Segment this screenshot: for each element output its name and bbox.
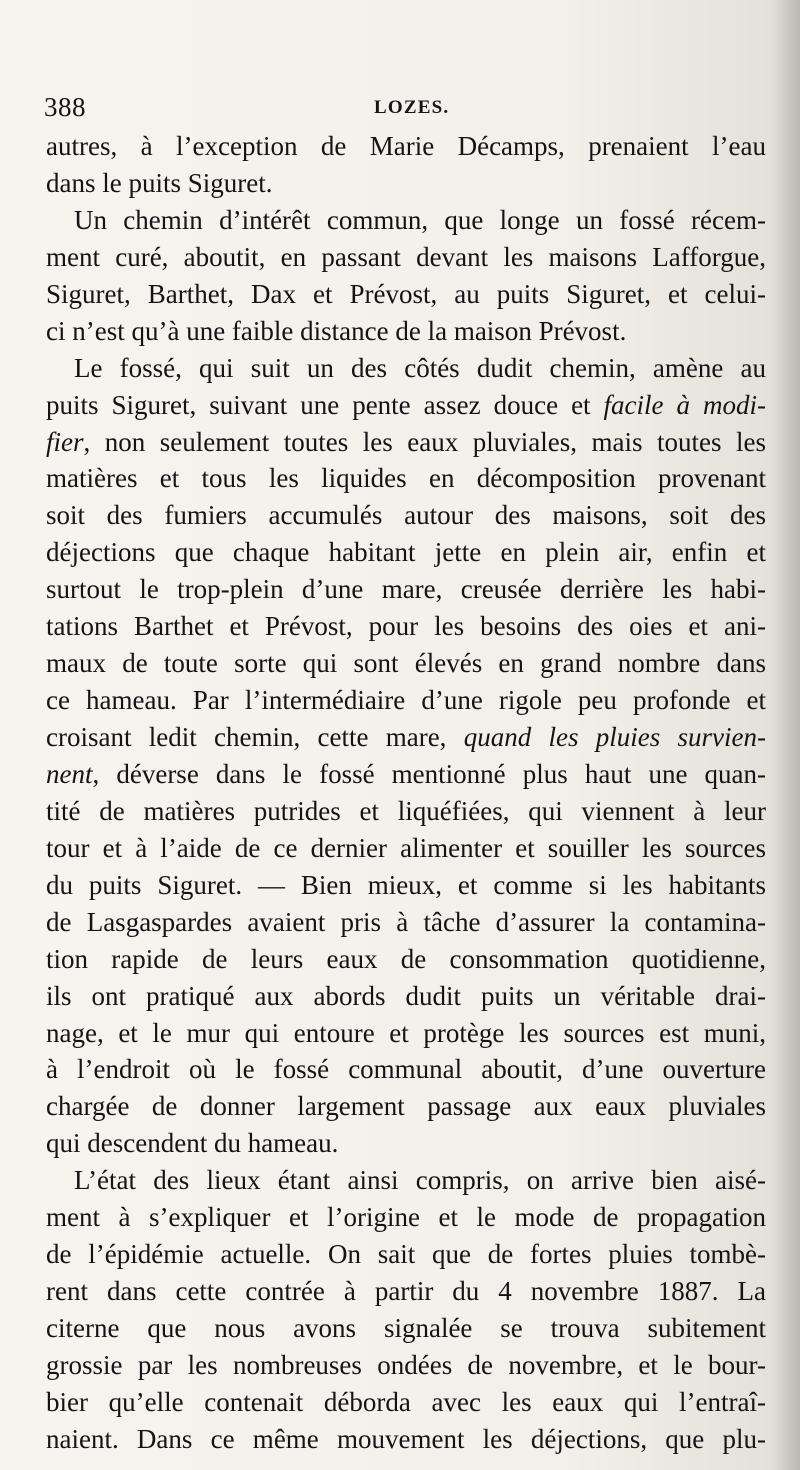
page-number: 388	[44, 92, 86, 122]
running-head: LOZES.	[374, 97, 450, 118]
text-line: citerne que nous avons signalée se trouva subitement	[46, 1313, 766, 1343]
italic-run: nent	[46, 758, 93, 789]
text-line: naient. Dans ce même mouvement les déjections, que plu-	[46, 1423, 766, 1454]
text-line: maux de toute sorte qui sont élevés en grand nombre dans	[46, 648, 766, 679]
text-line: autres, à l’exception de Marie Décamps, prenaient l’eau	[46, 131, 766, 161]
text-line: tité de matières putrides et liquéfiées, qui viennent à leur	[46, 795, 766, 826]
text-run: puits Siguret, suivant une pente assez douce et	[46, 389, 604, 420]
text-line: bier qu’elle contenait déborda avec les eaux qui l’entraî-	[46, 1386, 766, 1417]
text-line: L’état des lieux étant ainsi compris, on arrive bien aisé-	[74, 1165, 766, 1196]
text-line	[46, 387, 766, 424]
text-line: tations Barthet et Prévost, pour les besoins des oies et ani-	[46, 611, 766, 642]
text-line: surtout le trop-plein d’une mare, creusée derrière les habi-	[46, 574, 766, 605]
text-line: rent dans cette contrée à partir du 4 novembre 1887. La	[46, 1276, 766, 1307]
text-line: déjections que chaque habitant jette en plein air, enfin et	[46, 537, 766, 568]
text-line: du puits Siguret. — Bien mieux, et comme si les habitants	[46, 869, 766, 900]
text-line: grossie par les nombreuses ondées de novembre, et le bour-	[46, 1349, 766, 1380]
text-line	[46, 756, 766, 793]
text-line: à l’endroit où le fossé communal aboutit, d’une ouverture	[46, 1054, 766, 1085]
body-text	[46, 128, 766, 1458]
text-line: de Lasgaspardes avaient pris à tâche d’assurer la contamina-	[46, 906, 766, 937]
italic-run: fier	[46, 426, 84, 457]
text-line: ci n’est qu’à une faible distance de la maison Prévost.	[46, 315, 627, 346]
text-line: tion rapide de leurs eaux de consommation quotidienne,	[46, 943, 766, 974]
text-run: , déverse dans le fossé mentionné plus haut une quan-	[92, 758, 766, 789]
text-line: soit des fumiers accumulés autour des maisons, soit des	[46, 500, 766, 531]
text-line: ment curé, aboutit, en passant devant les maisons Lafforgue,	[46, 241, 766, 272]
text-line: matières et tous les liquides en décomposition provenant	[46, 463, 766, 494]
text-line: ce hameau. Par l’intermédiaire d’une rigole peu profonde et	[46, 685, 766, 716]
italic-run: facile à modi-	[603, 389, 766, 420]
text-line: qui descendent du hameau.	[46, 1128, 339, 1159]
italic-run: quand les pluies survien-	[463, 722, 767, 752]
text-line: chargée de donner largement passage aux eaux pluviales	[46, 1091, 766, 1122]
text-line: ils ont pratiqué aux abords dudit puits un véritable drai-	[46, 980, 766, 1011]
text-line: dans le puits Siguret.	[46, 167, 273, 198]
text-line: nage, et le mur qui entoure et protège les sources est muni,	[46, 1017, 766, 1048]
page-edge-shadow	[774, 0, 800, 1470]
text-line: Siguret, Barthet, Dax et Prévost, au puits Siguret, et celui-	[46, 278, 766, 309]
text-line: ment à s’expliquer et l’origine et le mode de propagation	[46, 1202, 766, 1233]
text-run: croisant ledit chemin, cette mare,	[46, 722, 464, 752]
text-line: Le fossé, qui suit un des côtés dudit chemin, amène au	[74, 352, 766, 383]
text-line: tour et à l’aide de ce dernier alimenter et souiller les sources	[46, 832, 766, 863]
text-line	[46, 719, 766, 756]
text-line	[46, 424, 766, 461]
text-run: , non seulement toutes les eaux pluviales, mais toutes les	[83, 426, 766, 457]
page-header	[44, 92, 764, 126]
text-line: Un chemin d’intérêt commun, que longe un fossé récem-	[74, 204, 766, 235]
text-line: de l’épidémie actuelle. On sait que de fortes pluies tombè-	[46, 1239, 766, 1270]
